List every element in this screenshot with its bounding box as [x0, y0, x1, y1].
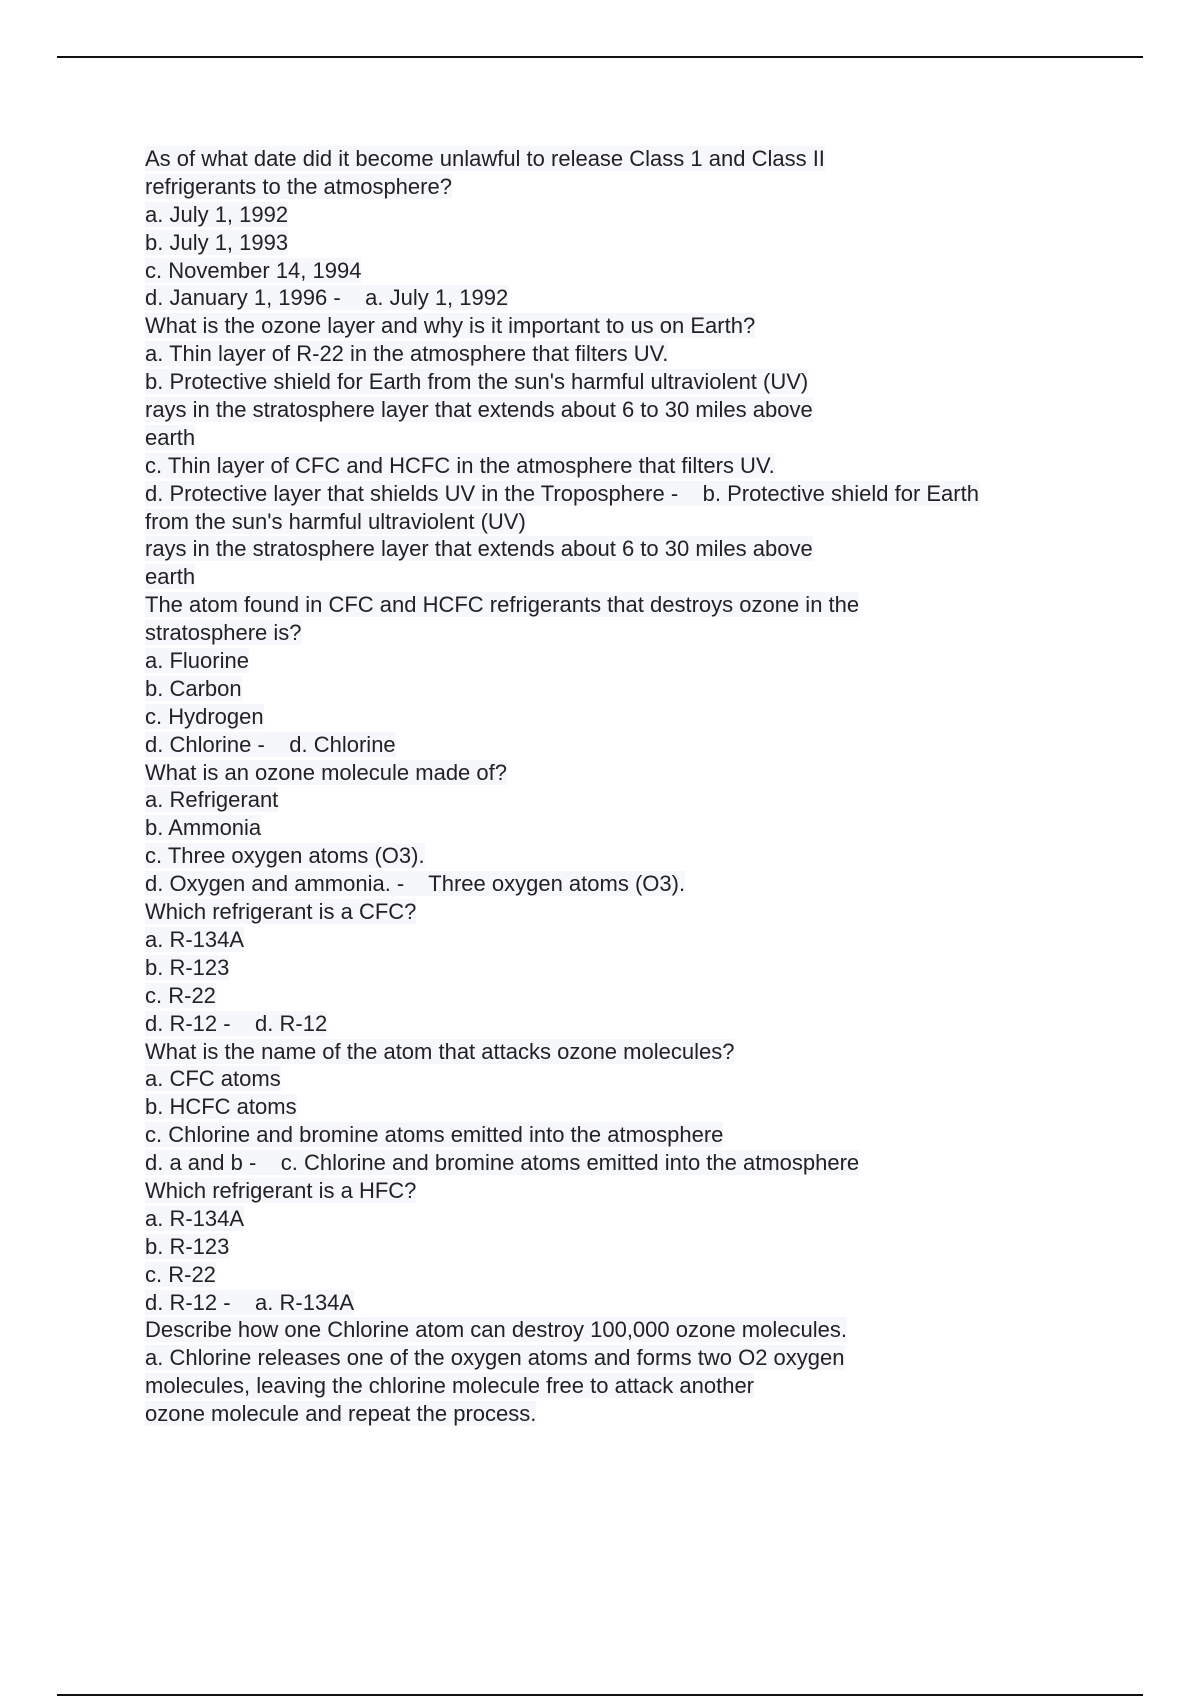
- text-line: ozone molecule and repeat the process.: [145, 1401, 537, 1427]
- text-line: a. R-134A: [145, 1205, 245, 1231]
- text-line: a. Fluorine: [145, 648, 249, 674]
- text-line: a. Chlorine releases one of the oxygen atoms and forms two O2 oxygen: [145, 1345, 845, 1371]
- text-line: d. R-12 - d. R-12: [145, 1010, 328, 1036]
- text-line: Which refrigerant is a HFC?: [145, 1177, 417, 1203]
- text-line: b. HCFC atoms: [145, 1094, 297, 1120]
- text-line: Describe how one Chlorine atom can destroy 100,000 ozone molecules.: [145, 1317, 847, 1343]
- text-line: c. R-22: [145, 1261, 216, 1287]
- text-line: d. Protective layer that shields UV in the Troposphere - b. Protective shield for Earth: [145, 480, 979, 506]
- text-line: c. Thin layer of CFC and HCFC in the atmosphere that filters UV.: [145, 452, 775, 478]
- text-line: molecules, leaving the chlorine molecule free to attack another: [145, 1373, 755, 1399]
- top-divider: [57, 56, 1143, 58]
- text-line: b. Protective shield for Earth from the sun's harmful ultraviolent (UV): [145, 369, 809, 395]
- text-line: a. July 1, 1992: [145, 201, 289, 227]
- text-line: c. Three oxygen atoms (O3).: [145, 843, 425, 869]
- text-line: The atom found in CFC and HCFC refrigerants that destroys ozone in the: [145, 592, 860, 618]
- text-line: earth: [145, 424, 196, 450]
- document-body: [145, 145, 1105, 1428]
- bottom-divider: [57, 1694, 1143, 1696]
- text-line: d. January 1, 1996 - a. July 1, 1992: [145, 285, 509, 311]
- text-line: stratosphere is?: [145, 620, 302, 646]
- text-line: c. Hydrogen: [145, 703, 264, 729]
- text-line: a. CFC atoms: [145, 1066, 281, 1092]
- text-line: c. November 14, 1994: [145, 257, 362, 283]
- text-line: earth: [145, 564, 196, 590]
- text-line: b. R-123: [145, 1233, 230, 1259]
- text-line: d. Oxygen and ammonia. - Three oxygen atoms (O3).: [145, 871, 686, 897]
- text-line: b. Ammonia: [145, 815, 262, 841]
- text-line: What is an ozone molecule made of?: [145, 759, 507, 785]
- text-line: a. Refrigerant: [145, 787, 279, 813]
- text-line: b. R-123: [145, 954, 230, 980]
- text-line: d. R-12 - a. R-134A: [145, 1289, 355, 1315]
- text-line: What is the name of the atom that attacks ozone molecules?: [145, 1038, 735, 1064]
- text-line: a. R-134A: [145, 926, 245, 952]
- text-line: a. Thin layer of R-22 in the atmosphere that filters UV.: [145, 341, 669, 367]
- text-line: d. a and b - c. Chlorine and bromine atoms emitted into the atmosphere: [145, 1150, 860, 1176]
- text-line: b. July 1, 1993: [145, 229, 289, 255]
- text-line: b. Carbon: [145, 675, 242, 701]
- text-line: from the sun's harmful ultraviolent (UV): [145, 508, 526, 534]
- text-line: What is the ozone layer and why is it important to us on Earth?: [145, 313, 756, 339]
- text-line: refrigerants to the atmosphere?: [145, 173, 452, 199]
- text-line: d. Chlorine - d. Chlorine: [145, 731, 396, 757]
- text-line: c. R-22: [145, 982, 216, 1008]
- text-line: Which refrigerant is a CFC?: [145, 899, 417, 925]
- text-line: rays in the stratosphere layer that extends about 6 to 30 miles above: [145, 536, 813, 562]
- text-line: rays in the stratosphere layer that extends about 6 to 30 miles above: [145, 397, 813, 423]
- text-line: c. Chlorine and bromine atoms emitted into the atmosphere: [145, 1122, 724, 1148]
- text-line: As of what date did it become unlawful to release Class 1 and Class II: [145, 146, 825, 171]
